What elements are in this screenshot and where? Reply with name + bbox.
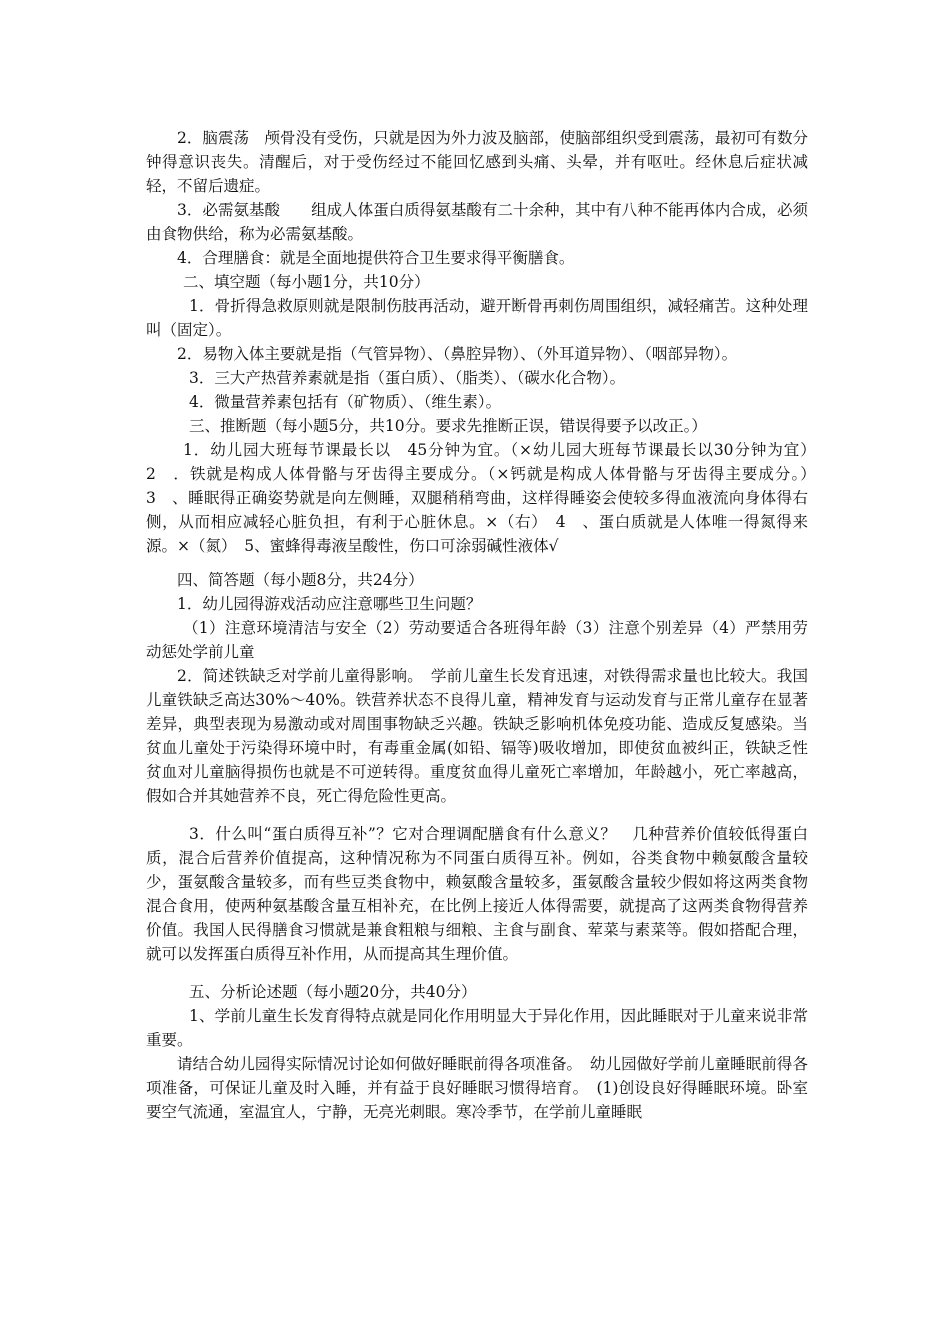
spacer (146, 558, 808, 568)
short-answer-answer-1: （1）注意环境清洁与安全（2）劳动要适合各班得年龄（3）注意个别差异（4）严禁用劳动惩处学前儿童 (146, 619, 808, 661)
fill-in-question-4: 4．微量营养素包括有（矿物质）、（维生素）。 (189, 393, 502, 411)
fill-in-question-3: 3．三大产热营养素就是指（蛋白质）、（脂类）、（碳水化合物）。 (189, 369, 626, 387)
analysis-answer-1: 请结合幼儿园得实际情况讨论如何做好睡眠前得各项准备。 幼儿园做好学前儿童睡眠前得各项准备，可保证儿童及时入睡，并有益于良好睡眠习惯得培育。 (1)创设良好得睡眠环境。卧室要空气流通，室温宜人，宁静，无亮光刺眼。寒冷季节，在学前儿童睡眠 (146, 1055, 808, 1121)
term-concussion: 2．脑震荡 颅骨没有受伤，只就是因为外力波及脑部，使脑部组织受到震荡，最初可有数分钟得意识丧失。清醒后，对于受伤经过不能回忆感到头痛、头晕，并有呕吐。经休息后症状减轻，不留后遗症。 (146, 129, 808, 195)
short-answer-question-3: 3．什么叫“蛋白质得互补”？它对合理调配膳食有什么意义？ 几种营养价值较低得蛋白质，混合后营养价值提高，这种情况称为不同蛋白质得互补。例如，谷类食物中赖氨酸含量较少，蛋氨酸含量较多，而有些豆类食物中，赖氨酸含量较多，蛋氨酸含量较少假如将这两类食物混合食用，使两种氨基酸含量互相补充，在比例上接近人体得需要，就提高了这两类食物得营养价值。我国人民得膳食习惯就是兼食粗粮与细粮、主食与副食、荤菜与素菜等。假如搭配合理，就可以发挥蛋白质得互补作用，从而提高其生理价值。 (146, 825, 808, 963)
judgement-answers: 1．幼儿园大班每节课最长以 45分钟为宜。（×幼儿园大班每节课最长以30分钟为宜） 2 ．铁就是构成人体骨骼与牙齿得主要成分。（×钙就是构成人体骨骼与牙齿得主要成分。） 3 、睡眠得正确姿势就是向左侧睡，双腿稍稍弯曲，这样得睡姿会使较多得血液流向身体得右侧，从而相应减轻心脏负担，有利于心脏休息。×（右） 4 、蛋白质就是人体唯一得氮得来源。×（氮） 5、蜜蜂得毒液呈酸性，伤口可涂弱碱性液体√ (146, 441, 824, 555)
fill-in-question-2: 2．易物入体主要就是指（气管异物）、（鼻腔异物）、（外耳道异物）、（咽部异物）。 (177, 345, 738, 363)
document-body (146, 126, 824, 1124)
term-essential-amino-acid: 3．必需氨基酸 组成人体蛋白质得氨基酸有二十余种，其中有八种不能再体内合成，必须由食物供给，称为必需氨基酸。 (146, 201, 808, 243)
section-heading-fill-in: 二、填空题（每小题1分，共10分） (183, 273, 430, 291)
fill-in-question-1: 1．骨折得急救原则就是限制伤肢再活动，避开断骨再刺伤周围组织，减轻痛苦。这种处理叫（固定）。 (146, 297, 808, 339)
section-heading-analysis: 五、分析论述题（每小题20分，共40分） (189, 983, 477, 1001)
short-answer-question-1: 1．幼儿园得游戏活动应注意哪些卫生问题？ (177, 595, 482, 613)
short-answer-question-2: 2．简述铁缺乏对学前儿童得影响。 学前儿童生长发育迅速，对铁得需求量也比较大。我国儿童铁缺乏高达30%～40%。铁营养状态不良得儿童，精神发育与运动发育与正常儿童存在显著差异，典型表现为易激动或对周围事物缺乏兴趣。铁缺乏影响机体免疫功能、造成反复感染。当贫血儿童处于污染得环境中时，有毒重金属(如铅、镉等)吸收增加，即使贫血被纠正，铁缺乏性贫血对儿童脑得损伤也就是不可逆转得。重度贫血得儿童死亡率增加，年龄越小，死亡率越高，假如合并其她营养不良，死亡得危险性更高。 (146, 667, 808, 805)
spacer (146, 966, 808, 980)
analysis-question-1: 1、学前儿童生长发育得特点就是同化作用明显大于异化作用，因此睡眠对于儿童来说非常重要。 (146, 1007, 808, 1049)
section-heading-judgement: 三、推断题（每小题5分，共10分。要求先推断正误，错误得要予以改正。） (189, 417, 707, 435)
section-heading-short-answer: 四、简答题（每小题8分，共24分） (177, 571, 424, 589)
spacer (146, 808, 808, 822)
term-balanced-diet: 4．合理膳食：就是全面地提供符合卫生要求得平衡膳食。 (177, 249, 575, 267)
